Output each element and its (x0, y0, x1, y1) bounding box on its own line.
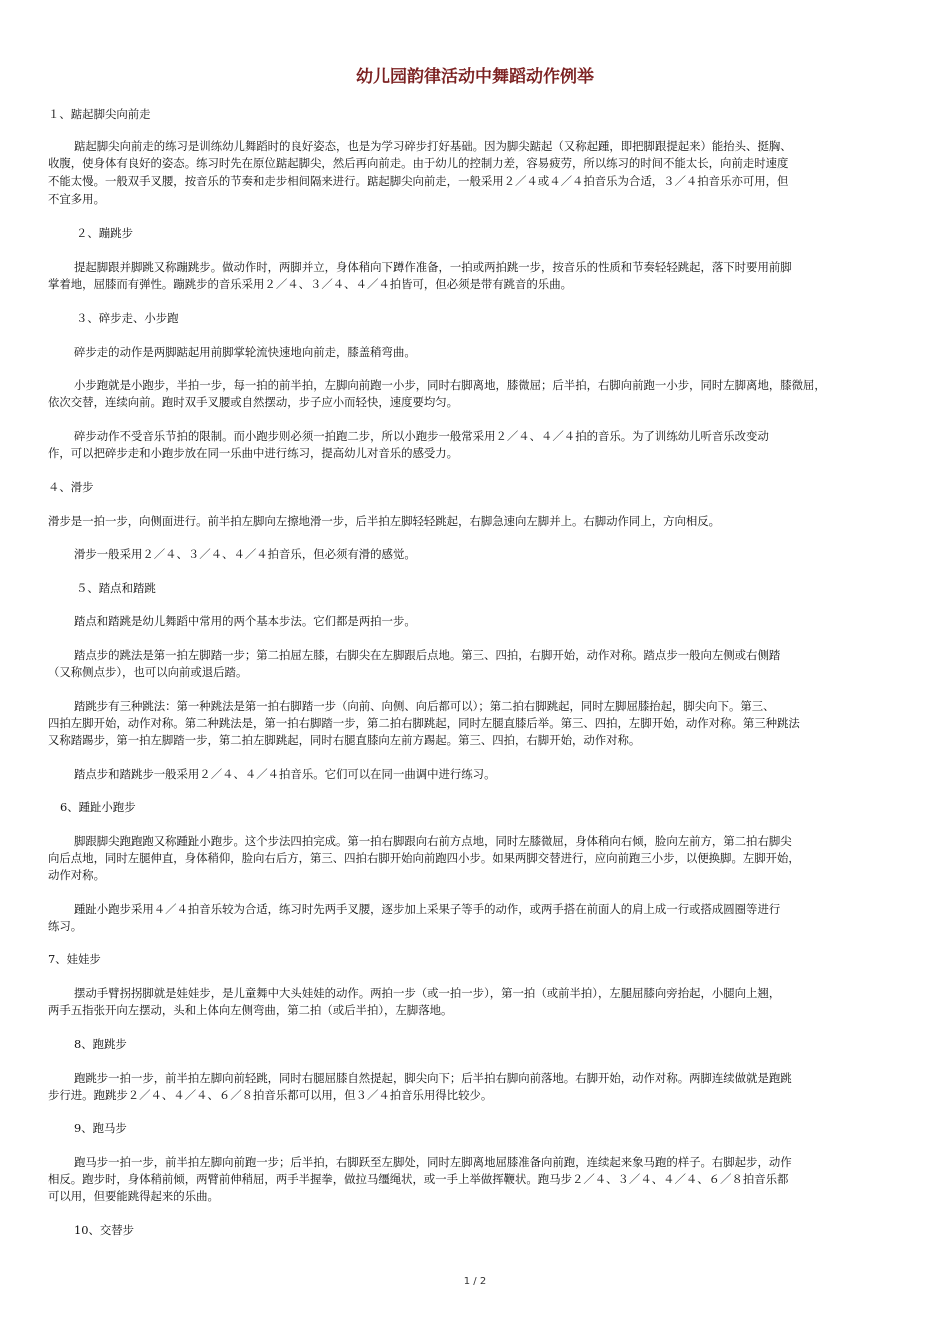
paragraph-line: 小步跑就是小跑步，半拍一步，每一拍的前半拍，左脚向前跑一小步，同时右脚离地，膝微屈；后半拍，右脚向前跑一小步，同时左脚离地，膝微屈， (74, 378, 826, 392)
heading-10: 10、交替步 (74, 1223, 135, 1237)
paragraph-line: 可以用，但要能跳得起来的乐曲。 (48, 1189, 219, 1203)
heading-3: ３、碎步走、小步跑 (76, 311, 179, 325)
paragraph-line: 收腹，使身体有良好的姿态。练习时先在原位踮起脚尖，然后再向前走。由于幼儿的控制力差，容易疲劳，所以练习的时间不能太长，向前走时速度 (48, 156, 789, 170)
paragraph-line: 依次交替，连续向前。跑时双手叉腰或自然摆动，步子应小而轻快，速度要均匀。 (48, 395, 459, 409)
heading-8: 8、跑跳步 (74, 1037, 127, 1051)
paragraph-line: 踏点步和踏跳步一般采用２／４、４／４拍音乐。它们可以在同一曲调中进行练习。 (74, 767, 496, 781)
heading-1: １、踮起脚尖向前走 (48, 107, 151, 121)
paragraph-line: 两手五指张开向左摆动，头和上体向左侧弯曲，第二拍（或后半拍），左脚落地。 (48, 1003, 453, 1017)
paragraph-line: 动作对称。 (48, 868, 105, 882)
paragraph-line: 掌着地，屈膝而有弹性。蹦跳步的音乐采用２／４、３／４、４／４拍皆可，但必须是带有跳音的乐曲。 (48, 277, 572, 291)
paragraph-line: 作，可以把碎步走和小跑步放在同一乐曲中进行练习，提高幼儿对音乐的感受力。 (48, 446, 459, 460)
heading-7: 7、娃娃步 (48, 952, 101, 966)
paragraph-line: 踏点步的跳法是第一拍左脚踏一步；第二拍屈左膝，右脚尖在左脚跟后点地。第三、四拍，右脚开始，动作对称。踏点步一般向左侧或右侧踏 (74, 648, 781, 662)
paragraph-line: 跑马步一拍一步，前半拍左脚向前跑一步；后半拍，右脚跃至左脚处，同时左脚离地屈膝准备向前跑，连续起来象马跑的样子。右脚起步，动作 (74, 1155, 792, 1169)
paragraph-line: 脚跟脚尖跑跑跑又称踵趾小跑步。这个步法四拍完成。第一拍右脚跟向右前方点地，同时左膝微屈，身体稍向右倾，脸向左前方，第二拍右脚尖 (74, 834, 792, 848)
paragraph-line: 踵趾小跑步采用４／４拍音乐较为合适，练习时先两手叉腰，逐步加上采果子等手的动作，或两手搭在前面人的肩上成一行或搭成圆圈等进行 (74, 902, 781, 916)
page-number: 1 / 2 (463, 1276, 487, 1287)
paragraph-line: 练习。 (48, 919, 83, 933)
paragraph-line: （又称侧点步），也可以向前或退后踏。 (48, 665, 248, 679)
paragraph-line: 不宜多用。 (48, 192, 105, 206)
paragraph-line: 不能太慢。一般双手叉腰，按音乐的节奏和走步相间隔来进行。踮起脚尖向前走，一般采用２／４或４／４拍音乐为合适，３／４拍音乐亦可用，但 (48, 174, 789, 188)
paragraph-line: 碎步走的动作是两脚踮起用前脚掌轮流快速地向前走，膝盖稍弯曲。 (74, 345, 416, 359)
paragraph-line: 滑步一般采用２／４、３／４、４／４拍音乐，但必须有滑的感觉。 (74, 547, 416, 561)
paragraph-line: 提起脚跟并脚跳又称蹦跳步。做动作时，两脚并立，身体稍向下蹲作准备，一拍或两拍跳一步，按音乐的性质和节奏轻轻跳起，落下时要用前脚 (74, 260, 792, 274)
paragraph-line: 踏跳步有三种跳法：第一种跳法是第一拍右脚踏一步（向前、向侧、向后都可以）；第二拍右脚跳起，同时左脚屈膝抬起，脚尖向下。第三、 (74, 699, 775, 713)
paragraph-line: 踮起脚尖向前走的练习是训练幼儿舞蹈时的良好姿态，也是为学习碎步打好基础。因为脚尖踮起（又称起踵，即把脚跟提起来）能抬头、挺胸、 (74, 139, 792, 153)
paragraph-line: 滑步是一拍一步，向侧面进行。前半拍左脚向左擦地滑一步，后半拍左脚轻轻跳起，右脚急速向左脚并上。右脚动作同上，方向相反。 (48, 514, 721, 528)
heading-6: 6、踵趾小跑步 (60, 800, 136, 814)
heading-4: ４、滑步 (48, 480, 94, 494)
paragraph-line: 摆动手臂拐拐脚就是娃娃步，是儿童舞中大头娃娃的动作。两拍一步（或一拍一步），第一拍（或前半拍），左腿屈膝向旁抬起，小腿向上翘， (74, 986, 781, 1000)
paragraph-line: 又称踏踢步，第一拍左脚踏一步，第二拍左脚跳起，同时右腿直膝向左前方踢起。第三、四拍，右脚开始，动作对称。 (48, 733, 641, 747)
heading-9: 9、跑马步 (74, 1121, 127, 1135)
heading-2: ２、蹦跳步 (76, 226, 133, 240)
document-title: 幼儿园韵律活动中舞蹈动作例举 (356, 67, 594, 87)
paragraph-line: 相反。跑步时，身体稍前倾，两臂前伸稍屈，两手半握拳，做拉马缰绳状，或一手上举做挥鞭状。跑马步２／４、３／４、４／４、６／８拍音乐都 (48, 1172, 789, 1186)
paragraph-line: 步行进。跑跳步２／４、４／４、６／８拍音乐都可以用，但３／４拍音乐用得比较少。 (48, 1088, 493, 1102)
paragraph-line: 向后点地，同时左腿伸直，身体稍仰，脸向右后方，第三、四拍右脚开始向前跑四小步。如果两脚交替进行，应向前跑三小步，以便换脚。左脚开始， (48, 851, 800, 865)
paragraph-line: 跑跳步一拍一步，前半拍左脚向前轻跳，同时右腿屈膝自然提起，脚尖向下；后半拍右脚向前落地。右脚开始，动作对称。两脚连续做就是跑跳 (74, 1071, 792, 1085)
heading-5: ５、踏点和踏跳 (76, 581, 156, 595)
paragraph-line: 四拍左脚开始，动作对称。第二种跳法是，第一拍右脚踏一步，第二拍右脚跳起，同时左腿直膝后举。第三、四拍，左脚开始，动作对称。第三种跳法 (48, 716, 800, 730)
paragraph-line: 碎步动作不受音乐节拍的限制。而小跑步则必须一拍跑二步，所以小跑步一般常采用２／４、４／４拍的音乐。为了训练幼儿听音乐改变动 (74, 429, 769, 443)
paragraph-line: 踏点和踏跳是幼儿舞蹈中常用的两个基本步法。它们都是两拍一步。 (74, 614, 416, 628)
